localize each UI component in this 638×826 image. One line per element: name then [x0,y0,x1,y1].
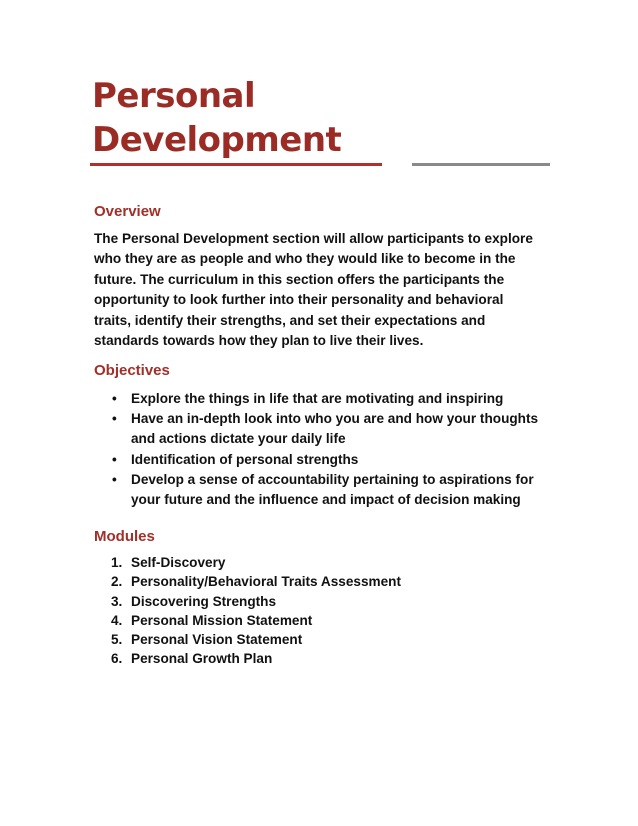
module-item [94,553,514,572]
module-item [94,649,514,668]
page-title [92,74,341,162]
list-number: 2. [111,574,123,590]
overview-heading: Overview [94,203,161,220]
objective-item [94,450,554,470]
bullet-icon: • [112,391,117,406]
list-number: 1. [111,555,123,570]
title-line-1: Personal [92,76,256,116]
bullet-icon: • [112,451,117,467]
list-number: 4. [111,612,123,628]
objective-item [94,409,554,449]
objective-text: Explore the things in life that are motivating and inspiring [131,391,504,406]
module-text: Personal Growth Plan [131,651,273,667]
objective-text: Develop a sense of accountability pertaining to aspirations for your future and the influence and impact of decision making [131,471,534,508]
module-item [94,611,514,630]
module-text: Personality/Behavioral Traits Assessment [131,574,401,590]
title-underline-red [90,163,382,166]
module-item [94,592,514,611]
list-number: 5. [111,632,123,648]
list-number: 6. [111,651,123,667]
objective-item [94,470,554,510]
objective-text: Identification of personal strengths [131,451,359,467]
objective-item [94,389,554,409]
module-text: Personal Mission Statement [131,612,313,628]
bullet-icon: • [112,411,117,427]
modules-heading: Modules [94,528,155,545]
module-text: Discovering Strengths [131,593,277,609]
module-item [94,630,514,649]
objectives-heading: Objectives [94,362,170,379]
title-line-2: Development [92,120,342,160]
title-underline-gray [412,163,550,166]
bullet-icon: • [112,471,117,487]
module-item [94,572,514,591]
objectives-list [94,389,554,510]
list-number: 3. [111,593,123,609]
module-text: Personal Vision Statement [131,632,303,648]
overview-paragraph: The Personal Development section will allow participants to explore who they are as people and who they would like to become in the future. The curriculum in this section offers the participants the opportunity to look further into their personality and behavioral traits, identify their strengths, and set their expectations and standards towards how they plan to live their lives. [94,231,533,349]
module-text: Self-Discovery [131,555,226,570]
modules-list [94,553,514,669]
objective-text: Have an in-depth look into who you are and how your thoughts and actions dictate your daily life [131,411,539,447]
